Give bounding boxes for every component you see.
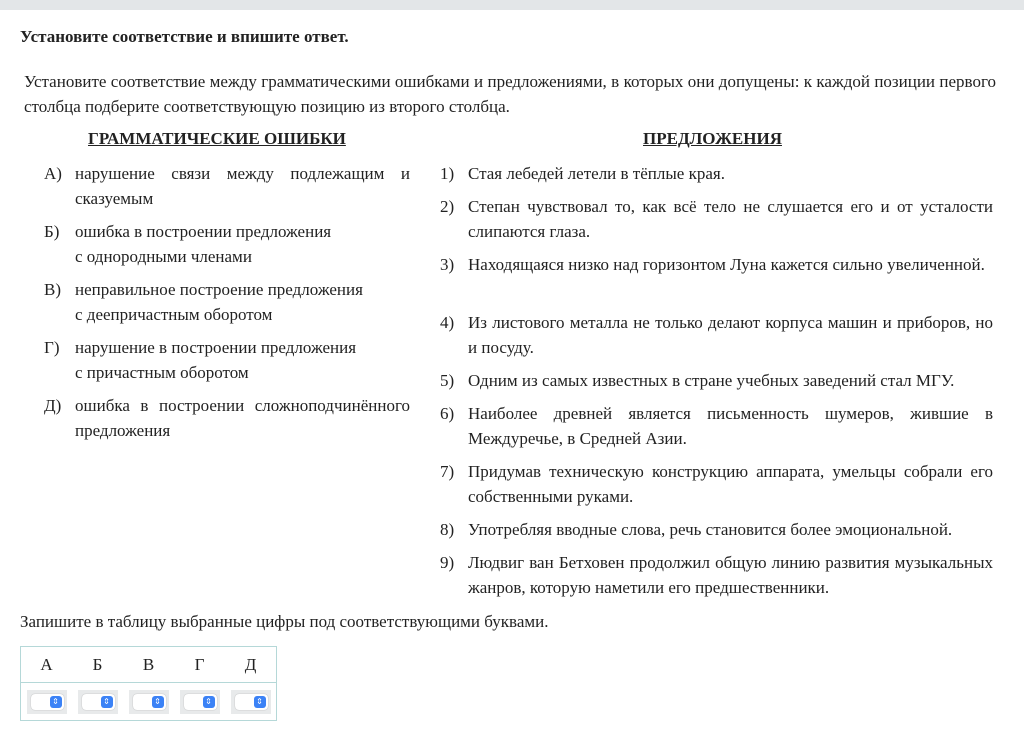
item-letter: В) [44, 280, 61, 299]
item-letter: А) [44, 164, 62, 183]
answer-select-b[interactable] [78, 690, 118, 714]
sentence-item [440, 252, 993, 277]
item-number: 2) [440, 197, 455, 216]
sentence-item [440, 401, 993, 451]
item-number: 1) [440, 164, 455, 183]
error-item [44, 161, 410, 211]
item-text: неправильное построение предложения с деепричастным оборотом [75, 280, 363, 324]
answer-header: В [123, 647, 174, 683]
sentence-item [440, 310, 993, 360]
item-text: Придумав техническую конструкцию аппарата, умельцы собрали его собственными руками. [468, 462, 993, 506]
answer-header: Б [72, 647, 123, 683]
answer-select-v[interactable] [129, 690, 169, 714]
item-number: 9) [440, 553, 455, 572]
item-text: Из листового металла не только делают корпуса машин и приборов, но и посуду. [468, 313, 993, 357]
sentence-item [440, 194, 993, 244]
item-text: Степан чувствовал то, как всё тело не слушается его и от усталости слипаются глаза. [468, 197, 993, 241]
select-box[interactable] [133, 694, 166, 710]
task-title: Установите соответствие и впишите ответ. [20, 27, 349, 46]
item-number: 8) [440, 520, 455, 539]
answer-instructions: Запишите в таблицу выбранные цифры под соответствующими буквами. [20, 612, 549, 631]
updown-chevron-icon: ⇕ [254, 696, 266, 708]
answer-select-d[interactable] [231, 690, 271, 714]
answer-select-g[interactable] [180, 690, 220, 714]
updown-chevron-icon: ⇕ [50, 696, 62, 708]
item-text: Одним из самых известных в стране учебных заведений стал МГУ. [468, 371, 955, 390]
updown-chevron-icon: ⇕ [101, 696, 113, 708]
item-letter: Б) [44, 222, 60, 241]
item-number: 3) [440, 255, 455, 274]
select-box[interactable] [82, 694, 115, 710]
sentence-item [440, 550, 993, 600]
item-letter: Г) [44, 338, 60, 357]
item-text: нарушение связи между подлежащим и сказуемым [75, 164, 410, 208]
sentence-item [440, 459, 993, 509]
top-bar [0, 0, 1024, 10]
answer-select-a[interactable] [27, 690, 67, 714]
error-item [44, 393, 410, 443]
select-box[interactable] [235, 694, 268, 710]
item-number: 5) [440, 371, 455, 390]
updown-chevron-icon: ⇕ [203, 696, 215, 708]
updown-chevron-icon: ⇕ [152, 696, 164, 708]
item-text: Находящаяся низко над горизонтом Луна кажется сильно увеличенной. [468, 255, 985, 274]
error-item [44, 219, 410, 269]
item-text: нарушение в построении предложения с причастным оборотом [75, 338, 357, 382]
answer-table [20, 646, 277, 721]
item-text: Употребляя вводные слова, речь становится более эмоциональной. [468, 520, 953, 539]
task-instructions: Установите соответствие между грамматическими ошибками и предложениями, в которых они допущены: к каждой позиции первого столбца подберите соответствующую позицию из второго столбца. [24, 72, 996, 116]
error-item [44, 277, 410, 327]
error-item [44, 335, 410, 385]
answer-header: Г [174, 647, 225, 683]
item-text: Людвиг ван Бетховен продолжил общую линию развития музыкальных жанров, которую наметили его предшественники. [468, 553, 993, 597]
sentence-item [440, 161, 993, 186]
left-column-heading: ГРАММАТИЧЕСКИЕ ОШИБКИ [88, 129, 346, 148]
sentence-item [440, 517, 993, 542]
item-text: ошибка в построении сложноподчинённого предложения [75, 396, 410, 440]
sentence-item [440, 368, 993, 393]
select-box[interactable] [184, 694, 217, 710]
select-box[interactable] [31, 694, 64, 710]
item-number: 7) [440, 462, 455, 481]
answer-header: А [21, 647, 73, 683]
item-number: 6) [440, 404, 455, 423]
item-number: 4) [440, 313, 455, 332]
right-column-heading: ПРЕДЛОЖЕНИЯ [643, 129, 782, 148]
item-text: ошибка в построении предложения с однородными членами [75, 222, 332, 266]
item-letter: Д) [44, 396, 62, 415]
item-text: Стая лебедей летели в тёплые края. [468, 164, 725, 183]
item-text: Наиболее древней является письменность шумеров, жившие в Междуречье, в Средней Азии. [468, 404, 993, 448]
answer-header: Д [225, 647, 277, 683]
